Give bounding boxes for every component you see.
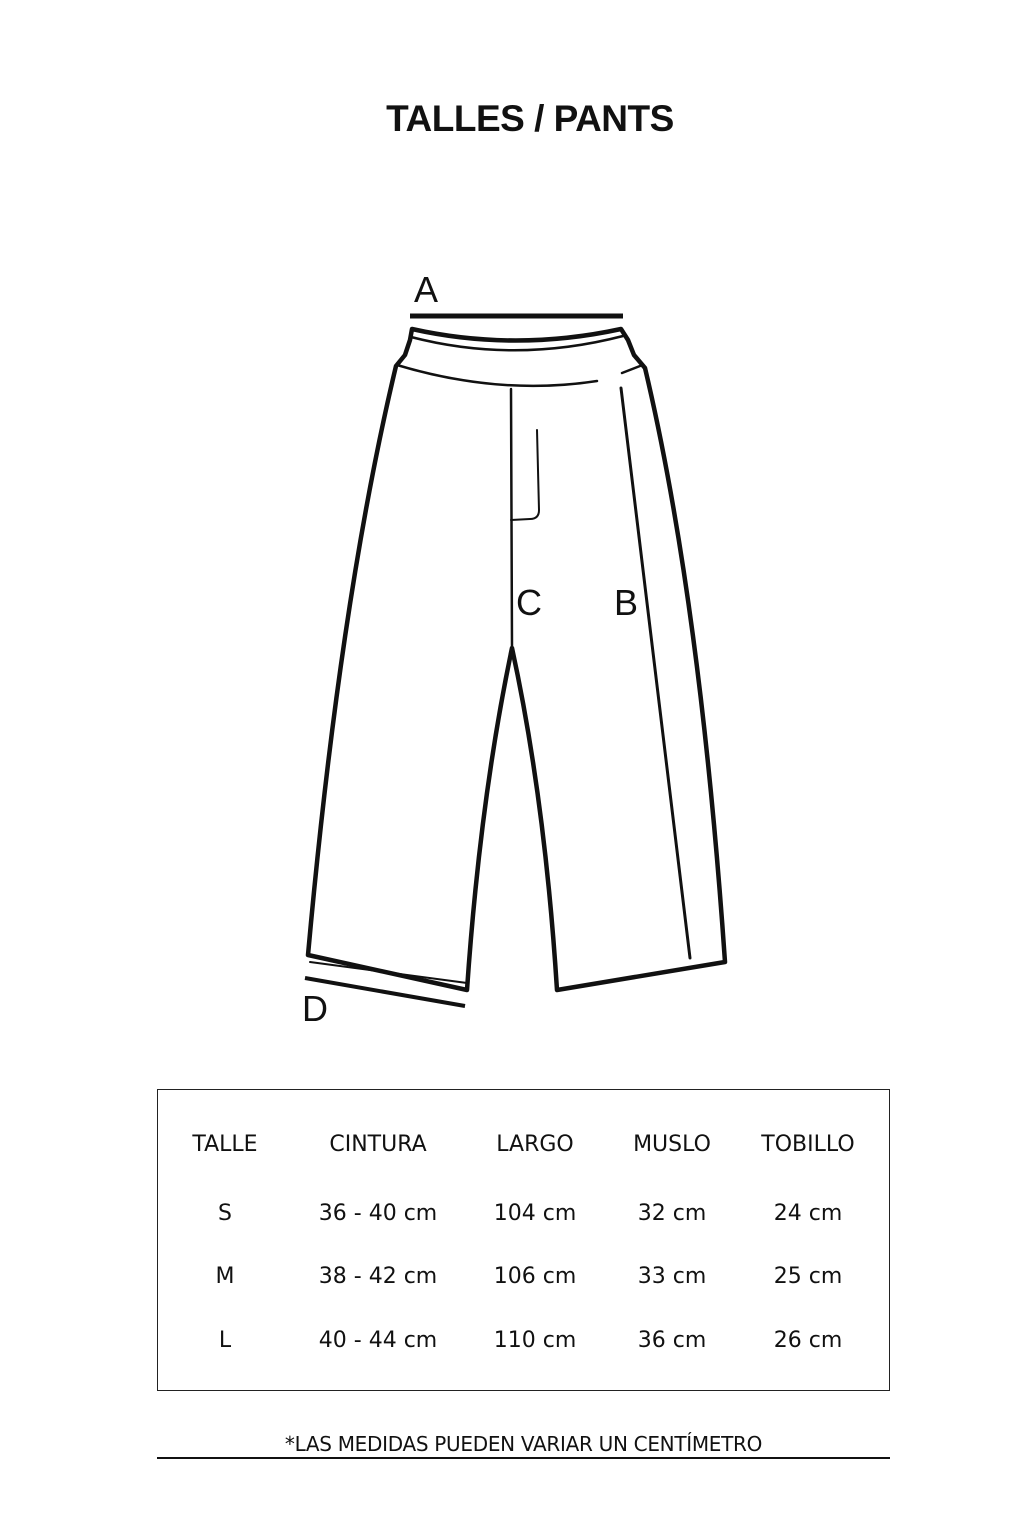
waist-seam-right — [622, 366, 640, 373]
cell-largo: 110 cm — [493, 1328, 577, 1353]
side-seam-b — [621, 388, 690, 958]
label-a: A — [414, 269, 439, 310]
label-b: B — [614, 582, 639, 623]
pocket-line — [511, 430, 539, 520]
header-cintura: CINTURA — [329, 1132, 427, 1157]
waist-seam — [397, 365, 597, 386]
waistband-inner-line — [411, 336, 623, 350]
cell-cintura: 38 - 42 cm — [318, 1264, 438, 1289]
cell-tobillo: 26 cm — [773, 1328, 843, 1353]
header-tobillo: TOBILLO — [761, 1132, 855, 1157]
page-title: TALLES / PANTS — [386, 98, 674, 139]
cell-tobillo: 24 cm — [773, 1201, 843, 1226]
cell-largo: 106 cm — [493, 1264, 577, 1289]
measurement-note: *LAS MEDIDAS PUEDEN VARIAR UN CENTÍMETRO — [284, 1432, 763, 1456]
cell-muslo: 32 cm — [637, 1201, 707, 1226]
cell-tobillo: 25 cm — [773, 1264, 843, 1289]
label-d: D — [302, 988, 328, 1029]
hem-line — [310, 962, 467, 983]
cell-size: S — [218, 1201, 232, 1226]
cell-size: M — [215, 1264, 235, 1289]
header-largo: LARGO — [496, 1132, 574, 1157]
cell-largo: 104 cm — [493, 1201, 577, 1226]
note-divider — [157, 1457, 890, 1459]
cell-muslo: 36 cm — [637, 1328, 707, 1353]
cell-cintura: 40 - 44 cm — [318, 1328, 438, 1353]
label-c: C — [516, 582, 542, 623]
cell-muslo: 33 cm — [637, 1264, 707, 1289]
fly-line — [511, 389, 512, 648]
pants-outline — [308, 329, 725, 990]
cell-size: L — [218, 1328, 232, 1353]
cell-cintura: 36 - 40 cm — [318, 1201, 438, 1226]
header-talle: TALLE — [192, 1132, 258, 1157]
header-muslo: MUSLO — [633, 1132, 711, 1157]
